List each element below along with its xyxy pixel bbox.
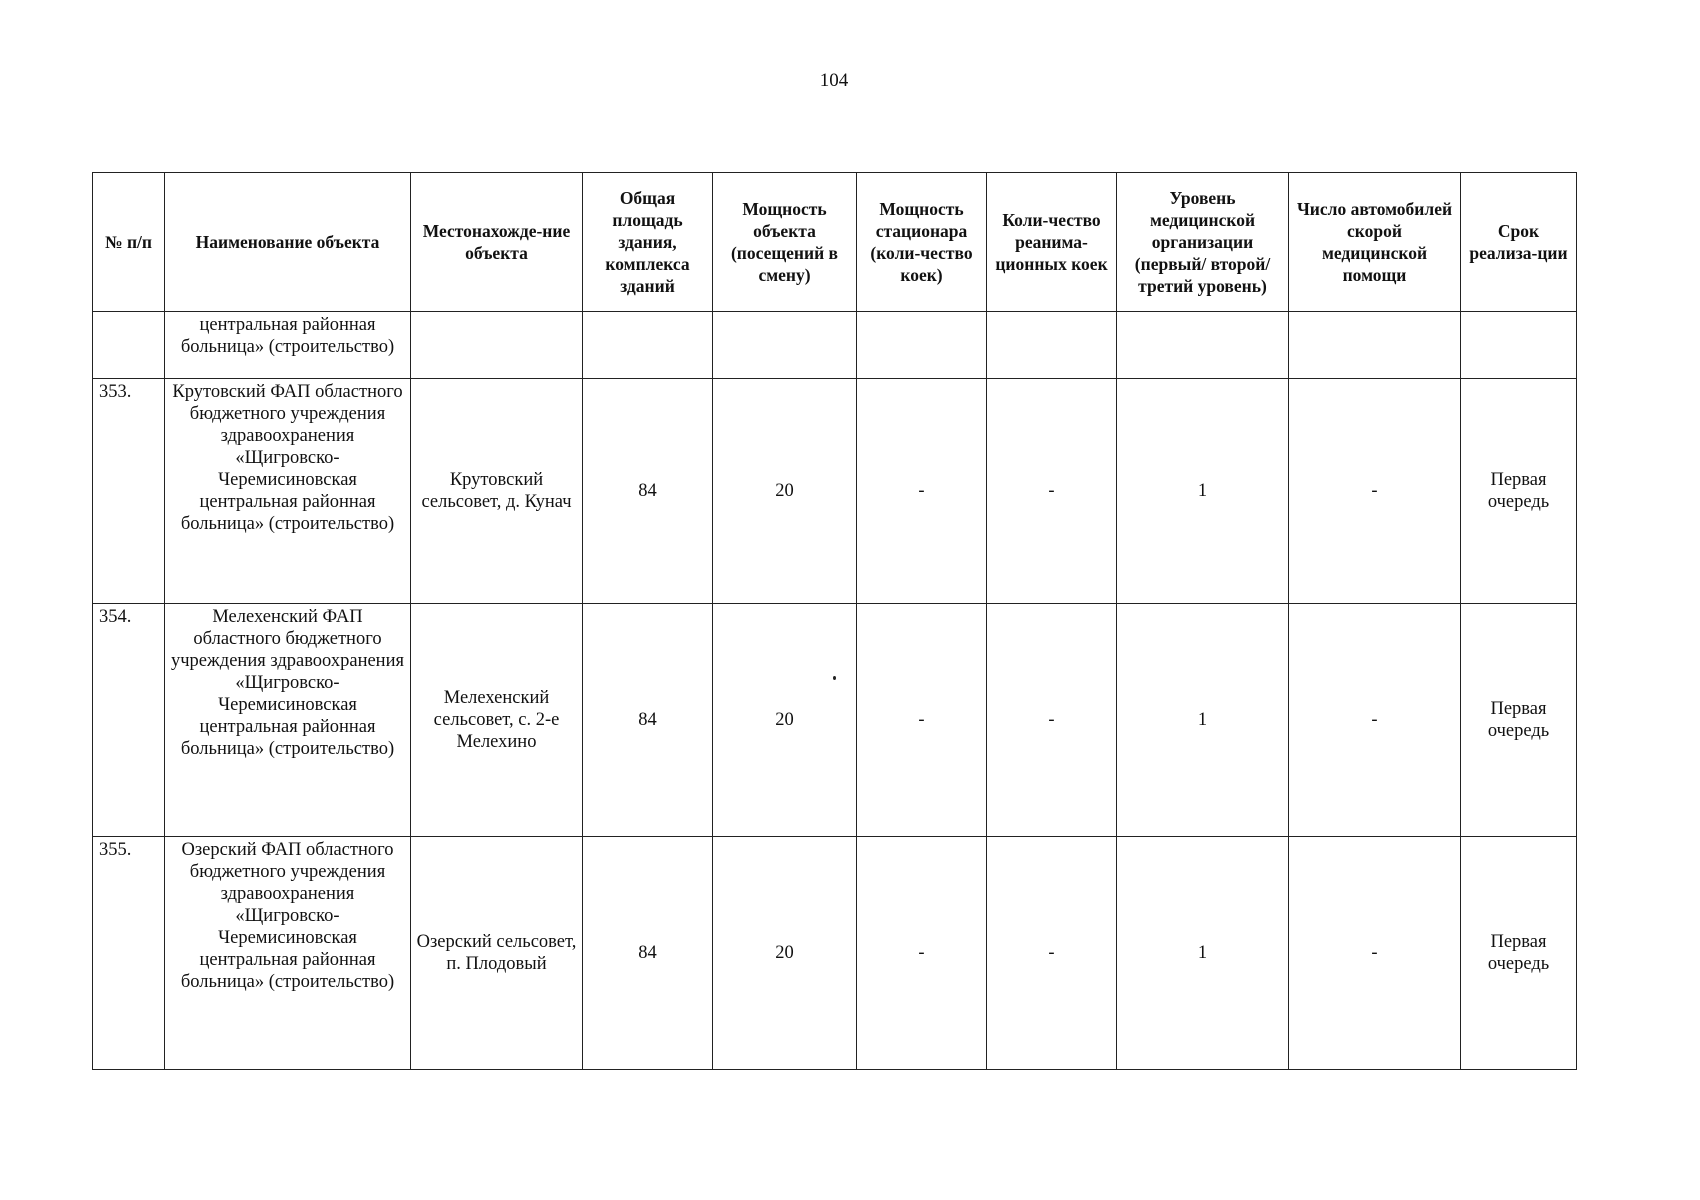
cell-term: Первая очередь [1461, 837, 1577, 1070]
cell-area: 84 [583, 837, 713, 1070]
cell-icu-beds: - [987, 379, 1117, 604]
cell-beds: - [857, 604, 987, 837]
objects-table [92, 172, 1577, 1070]
cell-ambulances [1289, 312, 1461, 379]
cell-name: центральная районная больница» (строительство) [165, 312, 411, 379]
header-area: Общая площадь здания, комплекса зданий [583, 173, 713, 312]
cell-term: Первая очередь [1461, 379, 1577, 604]
cell-num: 355. [93, 837, 165, 1070]
cell-name: Озерский ФАП областного бюджетного учреждения здравоохранения «Щигровско-Черемисиновская центральная районная больница» (строительство) [165, 837, 411, 1070]
cell-level [1117, 312, 1289, 379]
cell-beds: - [857, 379, 987, 604]
cell-level: 1 [1117, 837, 1289, 1070]
cell-area: 84 [583, 379, 713, 604]
cell-icu-beds [987, 312, 1117, 379]
table-row [93, 837, 1577, 1070]
cell-num: 353. [93, 379, 165, 604]
cell-location: Крутовский сельсовет, д. Кунач [411, 379, 583, 604]
cell-name: Крутовский ФАП областного бюджетного учреждения здравоохранения «Щигровско-Черемисиновская центральная районная больница» (строительство) [165, 379, 411, 604]
cell-term: Первая очередь [1461, 604, 1577, 837]
cell-ambulances: - [1289, 379, 1461, 604]
cell-capacity: 20 [713, 379, 857, 604]
cell-capacity: 20 [713, 604, 857, 837]
cell-icu-beds: - [987, 837, 1117, 1070]
cell-num: 354. [93, 604, 165, 837]
cell-num [93, 312, 165, 379]
cell-capacity: 20 [713, 837, 857, 1070]
header-beds: Мощность стационара (коли-чество коек) [857, 173, 987, 312]
cell-icu-beds: - [987, 604, 1117, 837]
cell-location: Озерский сельсовет, п. Плодовый [411, 837, 583, 1070]
cell-level: 1 [1117, 604, 1289, 837]
table-header-row [93, 173, 1577, 312]
header-ambulances: Число автомобилей скорой медицинской помощи [1289, 173, 1461, 312]
cell-location [411, 312, 583, 379]
header-capacity: Мощность объекта (посещений в смену) [713, 173, 857, 312]
cell-capacity [713, 312, 857, 379]
header-num: № п/п [93, 173, 165, 312]
cell-beds: - [857, 837, 987, 1070]
cell-name: Мелехенский ФАП областного бюджетного учреждения здравоохранения «Щигровско-Черемисиновская центральная районная больница» (строительство) [165, 604, 411, 837]
cell-area: 84 [583, 604, 713, 837]
header-term: Срок реализа-ции [1461, 173, 1577, 312]
header-level: Уровень медицинской организации (первый/ второй/ третий уровень) [1117, 173, 1289, 312]
table-row [93, 379, 1577, 604]
cell-level: 1 [1117, 379, 1289, 604]
scan-speck [833, 676, 836, 680]
header-location: Местонахожде-ние объекта [411, 173, 583, 312]
cell-beds [857, 312, 987, 379]
table-row [93, 604, 1577, 837]
cell-ambulances: - [1289, 837, 1461, 1070]
cell-location: Мелехенский сельсовет, с. 2-е Мелехино [411, 604, 583, 837]
table-row-continuation [93, 312, 1577, 379]
cell-area [583, 312, 713, 379]
header-icu-beds: Коли-чество реанима-ционных коек [987, 173, 1117, 312]
header-name: Наименование объекта [165, 173, 411, 312]
cell-ambulances: - [1289, 604, 1461, 837]
objects-table-container [92, 172, 1577, 1070]
cell-term [1461, 312, 1577, 379]
page-number: 104 [819, 70, 849, 91]
